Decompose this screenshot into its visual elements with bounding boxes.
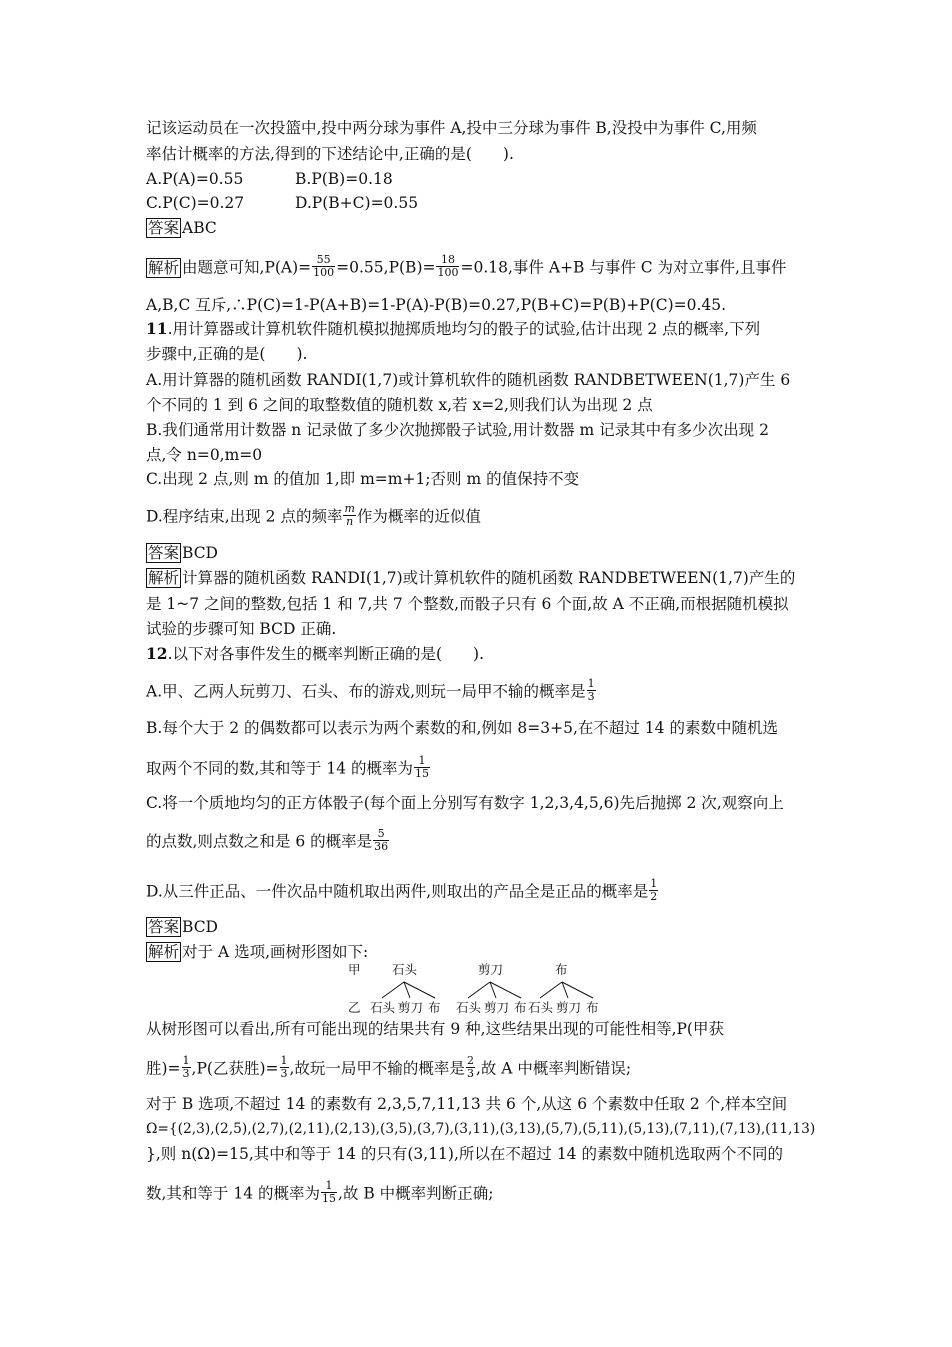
q12-option-c-line-2 bbox=[146, 827, 390, 855]
denominator: 100 bbox=[313, 266, 335, 279]
q10-analysis-line-1 bbox=[146, 253, 787, 281]
text: =0.55,P(B)= bbox=[336, 258, 436, 277]
analysis-label: 解析 bbox=[148, 943, 180, 961]
q12-analysis-line-7 bbox=[146, 1179, 494, 1207]
text: 由题意可知,P(A)= bbox=[182, 258, 312, 277]
text: .以下对各事件发生的概率判断正确的是( ). bbox=[167, 645, 485, 663]
tree-branch bbox=[540, 982, 562, 998]
tree-leaf: 石头 bbox=[370, 1000, 396, 1015]
answer-label: 答案 bbox=[148, 918, 180, 936]
q12-stem bbox=[146, 643, 484, 665]
q11-analysis-line-3: 试验的步骤可知 BCD 正确. bbox=[146, 620, 337, 638]
question-number: 11 bbox=[146, 319, 168, 338]
q11-option-c: C.出现 2 点,则 m 的值加 1,即 m=m+1;否则 m 的值保持不变 bbox=[146, 470, 580, 488]
q10-option-d: D.P(B+C)=0.55 bbox=[295, 194, 419, 212]
tree-leaf: 剪刀 bbox=[398, 1000, 424, 1015]
text: D.从三件正品、一件次品中随机取出两件,则取出的产品全是正品的概率是 bbox=[146, 882, 649, 901]
numerator: 55 bbox=[312, 254, 335, 267]
analysis-label: 解析 bbox=[148, 569, 180, 587]
intro-line-2: 率估计概率的方法,得到的下述结论中,正确的是( ). bbox=[146, 145, 514, 163]
text: ,故玩一局甲不输的概率是 bbox=[289, 1059, 465, 1078]
q12-analysis-line-2: 从树形图可以看出,所有可能出现的结果共有 9 种,这些结果出现的可能性相等,P(甲获 bbox=[146, 1020, 724, 1038]
q12-option-a bbox=[146, 677, 597, 705]
text: =0.18,事件 A+B 与事件 C 为对立事件,且事件 bbox=[460, 258, 787, 277]
numerator: 1 bbox=[280, 1054, 288, 1067]
denominator: n bbox=[346, 515, 354, 528]
tree-top-node: 剪刀 bbox=[478, 962, 504, 977]
tree-top-node: 石头 bbox=[392, 962, 418, 977]
tree-top-label: 甲 bbox=[348, 962, 361, 977]
answer-label: 答案 bbox=[148, 219, 180, 237]
q12-option-b-line-2 bbox=[146, 754, 431, 782]
q11-analysis-line-2: 是 1~7 之间的整数,包括 1 和 7,共 7 个整数,而骰子只有 6 个面,故 A 不正确,而根据随机模拟 bbox=[146, 595, 789, 613]
q12-analysis-line-6: },则 n(Ω)=15,其中和等于 14 的只有(3,11),所以在不超过 14 的素数中随机选取两个不同的 bbox=[146, 1145, 783, 1163]
denominator: 3 bbox=[466, 1067, 474, 1080]
tree-bottom-label: 乙 bbox=[348, 1000, 361, 1015]
answer-value: BCD bbox=[182, 918, 218, 936]
q10-option-a: A.P(A)=0.55 bbox=[146, 170, 244, 188]
q10-option-c: C.P(C)=0.27 bbox=[146, 194, 245, 212]
q12-analysis-line-3 bbox=[146, 1054, 632, 1082]
answer-value: ABC bbox=[182, 219, 217, 237]
text: D.程序结束,出现 2 点的频率 bbox=[146, 507, 343, 526]
fraction bbox=[436, 254, 459, 279]
q11-option-b-line-2: 点,令 n=0,m=0 bbox=[146, 446, 263, 464]
numerator: 1 bbox=[587, 677, 595, 690]
fraction bbox=[466, 1055, 475, 1080]
q11-answer bbox=[146, 542, 218, 564]
tree-branch bbox=[468, 982, 490, 998]
q12-option-d bbox=[146, 877, 659, 905]
fraction bbox=[280, 1055, 289, 1080]
text: 数,其和等于 14 的概率为 bbox=[146, 1184, 321, 1203]
q12-option-b-line-1: B.每个大于 2 的偶数都可以表示为两个素数的和,例如 8=3+5,在不超过 14 的素数中随机选 bbox=[146, 719, 778, 737]
numerator: 5 bbox=[373, 828, 389, 841]
q10-answer bbox=[146, 217, 217, 239]
q12-analysis-line-4: 对于 B 选项,不超过 14 的素数有 2,3,5,7,11,13 共 6 个,从这 6 个素数中任取 2 个,样本空间 bbox=[146, 1095, 788, 1113]
tree-leaf: 布 bbox=[514, 1000, 527, 1015]
fraction bbox=[321, 1180, 337, 1205]
q10-analysis-line-2: A,B,C 互斥,∴P(C)=1-P(A+B)=1-P(A)-P(B)=0.27,P(B+C)=P(B)+P(C)=0.45. bbox=[146, 296, 727, 314]
answer-value: BCD bbox=[182, 544, 218, 562]
tree-leaf: 石头 bbox=[456, 1000, 482, 1015]
fraction bbox=[182, 1055, 191, 1080]
intro-line-1: 记该运动员在一次投篮中,投中两分球为事件 A,投中三分球为事件 B,没投中为事件 C,用频 bbox=[146, 119, 757, 137]
denominator: 36 bbox=[374, 840, 389, 853]
text: 计算器的随机函数 RANDI(1,7)或计算机软件的随机函数 RANDBETWEEN(1,7)产生的 bbox=[182, 569, 796, 587]
denominator: 3 bbox=[182, 1067, 190, 1080]
tree-branches bbox=[382, 982, 593, 998]
tree-leaf: 石头 bbox=[528, 1000, 554, 1015]
denominator: 3 bbox=[280, 1067, 288, 1080]
numerator: 1 bbox=[414, 755, 430, 768]
text: ,P(乙获胜)= bbox=[191, 1059, 279, 1078]
text: ,故 B 中概率判断正确; bbox=[338, 1184, 494, 1203]
tree-leaf: 剪刀 bbox=[556, 1000, 582, 1015]
text: 对于 A 选项,画树形图如下: bbox=[182, 943, 369, 961]
tree-top-node: 布 bbox=[555, 962, 568, 977]
fraction bbox=[373, 828, 389, 853]
text: 作为概率的近似值 bbox=[356, 507, 481, 526]
answer-label: 答案 bbox=[148, 544, 180, 562]
q10-option-b: B.P(B)=0.18 bbox=[295, 170, 393, 188]
denominator: 100 bbox=[437, 266, 459, 279]
q12-analysis-line-5: Ω={(2,3),(2,5),(2,7),(2,11),(2,13),(3,5),(3,7),(3,11),(3,13),(5,7),(5,11),(5,13),(7,11),(7,13),(11,13) bbox=[146, 1121, 816, 1137]
tree-leaf: 布 bbox=[586, 1000, 599, 1015]
numerator: 1 bbox=[182, 1054, 190, 1067]
q12-answer bbox=[146, 916, 218, 938]
analysis-label: 解析 bbox=[148, 258, 180, 277]
tree-diagram bbox=[340, 958, 640, 1018]
numerator: 2 bbox=[466, 1054, 474, 1067]
denominator: 2 bbox=[650, 890, 658, 903]
q11-option-a-line-2: 个不同的 1 到 6 之间的取整数值的随机数 x,若 x=2,则我们认为出现 2 点 bbox=[146, 396, 653, 414]
text: A.甲、乙两人玩剪刀、石头、布的游戏,则玩一局甲不输的概率是 bbox=[146, 682, 586, 701]
q12-analysis-line-1 bbox=[146, 941, 368, 963]
denominator: 3 bbox=[587, 690, 595, 703]
numerator: m bbox=[344, 502, 355, 515]
question-number: 12 bbox=[146, 644, 168, 663]
fraction bbox=[312, 254, 335, 279]
text: 胜)= bbox=[146, 1059, 181, 1078]
q11-option-d bbox=[146, 502, 481, 530]
text: 的点数,则点数之和是 6 的概率是 bbox=[146, 832, 373, 851]
q12-option-c-line-1: C.将一个质地均匀的正方体骰子(每个面上分别写有数字 1,2,3,4,5,6)先后抛掷 2 次,观察向上 bbox=[146, 794, 784, 812]
denominator: 15 bbox=[322, 1192, 337, 1205]
numerator: 1 bbox=[650, 877, 658, 890]
tree-leaf: 布 bbox=[428, 1000, 441, 1015]
q11-stem-line-1 bbox=[146, 318, 760, 340]
denominator: 15 bbox=[415, 767, 430, 780]
fraction bbox=[414, 755, 430, 780]
text: 取两个不同的数,其和等于 14 的概率为 bbox=[146, 759, 414, 778]
text: .用计算器或计算机软件随机模拟抛掷质地均匀的骰子的试验,估计出现 2 点的概率,下列 bbox=[167, 320, 761, 338]
fraction bbox=[587, 678, 596, 703]
q11-option-b-line-1: B.我们通常用计数器 n 记录做了多少次抛掷骰子试验,用计数器 m 记录其中有多少次出现 2 bbox=[146, 421, 769, 439]
fraction bbox=[649, 878, 658, 903]
q11-analysis-line-1 bbox=[146, 567, 795, 589]
tree-leaf: 剪刀 bbox=[484, 1000, 510, 1015]
numerator: 18 bbox=[436, 254, 459, 267]
q11-option-a-line-1: A.用计算器的随机函数 RANDI(1,7)或计算机软件的随机函数 RANDBETWEEN(1,7)产生 6 bbox=[146, 371, 791, 389]
fraction bbox=[343, 503, 355, 528]
numerator: 1 bbox=[321, 1180, 337, 1193]
q11-stem-line-2: 步骤中,正确的是( ). bbox=[146, 345, 308, 363]
text: ,故 A 中概率判断错误; bbox=[475, 1059, 632, 1078]
tree-branch bbox=[382, 982, 404, 998]
